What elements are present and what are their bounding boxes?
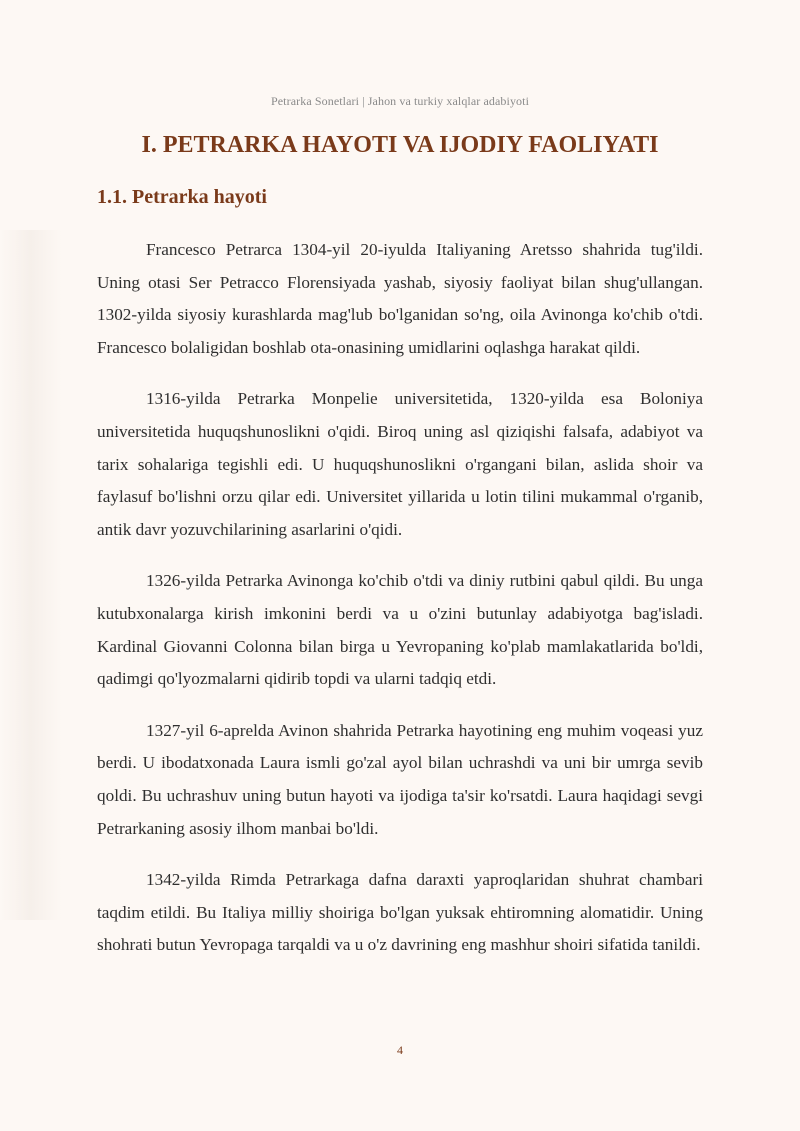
running-header: Petrarka Sonetlari | Jahon va turkiy xalqlar adabiyoti (270, 94, 530, 108)
page-margin-shade (0, 230, 62, 920)
paragraph: Francesco Petrarca 1304-yil 20-iyulda Italiyaning Aretsso shahrida tug'ildi. Uning otasi Ser Petracco Florensiyada yashab, siyosiy faoliyat bilan shug'ullangan. 1302-yilda siyosiy kurashlarda mag'lub bo'lganidan so'ng, oila Avinonga ko'chib o'tdi. Francesco bolaligidan boshlab ota-onasining umidlarini oqlashga harakat qildi. (97, 240, 703, 357)
chapter-title: I. PETRARKA HAYOTI VA IJODIY FAOLIYATI (141, 132, 659, 158)
section-title: 1.1. Petrarka hayoti (97, 186, 267, 208)
paragraph: 1326-yilda Petrarka Avinonga ko'chib o'tdi va diniy rutbini qabul qildi. Bu unga kutubxonalarga kirish imkonini berdi va u o'zini butunlay adabiyotga bag'isladi. Kardinal Giovanni Colonna bilan birga u Yevropaning ko'plab mamlakatlarida bo'ldi, qadimgi qo'lyozmalarni qidirib topdi va ularni tadqiq etdi. (97, 571, 703, 689)
paragraph: 1327-yil 6-aprelda Avinon shahrida Petrarka hayotining eng muhim voqeasi yuz berdi. U ibodatxonada Laura ismli go'zal ayol bilan uchrashdi va uni bir umrga sevib qoldi. Bu uchrashuv uning butun hayoti va ijodiga ta'sir ko'rsatdi. Laura haqidagi sevgi Petrarkaning asosiy ilhom manbai bo'ldi. (97, 720, 703, 838)
paragraph: 1342-yilda Rimda Petrarkaga dafna daraxti yaproqlaridan shuhrat chambari taqdim etildi. Bu Italiya milliy shoiriga bo'lgan yuksak ehtiromning alomatidir. Uning shohrati butun Yevropaga tarqaldi va u o'z davrining eng mashhur shoiri sifatida tanildi. (97, 870, 703, 955)
body-text (97, 234, 703, 981)
page-number: 4 (397, 1043, 403, 1057)
paragraph: 1316-yilda Petrarka Monpelie universitetida, 1320-yilda esa Boloniya universitetida huquqshunoslikni o'qidi. Biroq uning asl qiziqishi falsafa, adabiyot va tarix sohalariga tegishli edi. U huquqshunoslikni o'rgangani bilan, aslida shoir va faylasuf bo'lishni orzu qilar edi. Universitet yillarida u lotin tilini mukammal o'rganib, antik davr yozuvchilarining asarlarini o'qidi. (97, 389, 703, 539)
